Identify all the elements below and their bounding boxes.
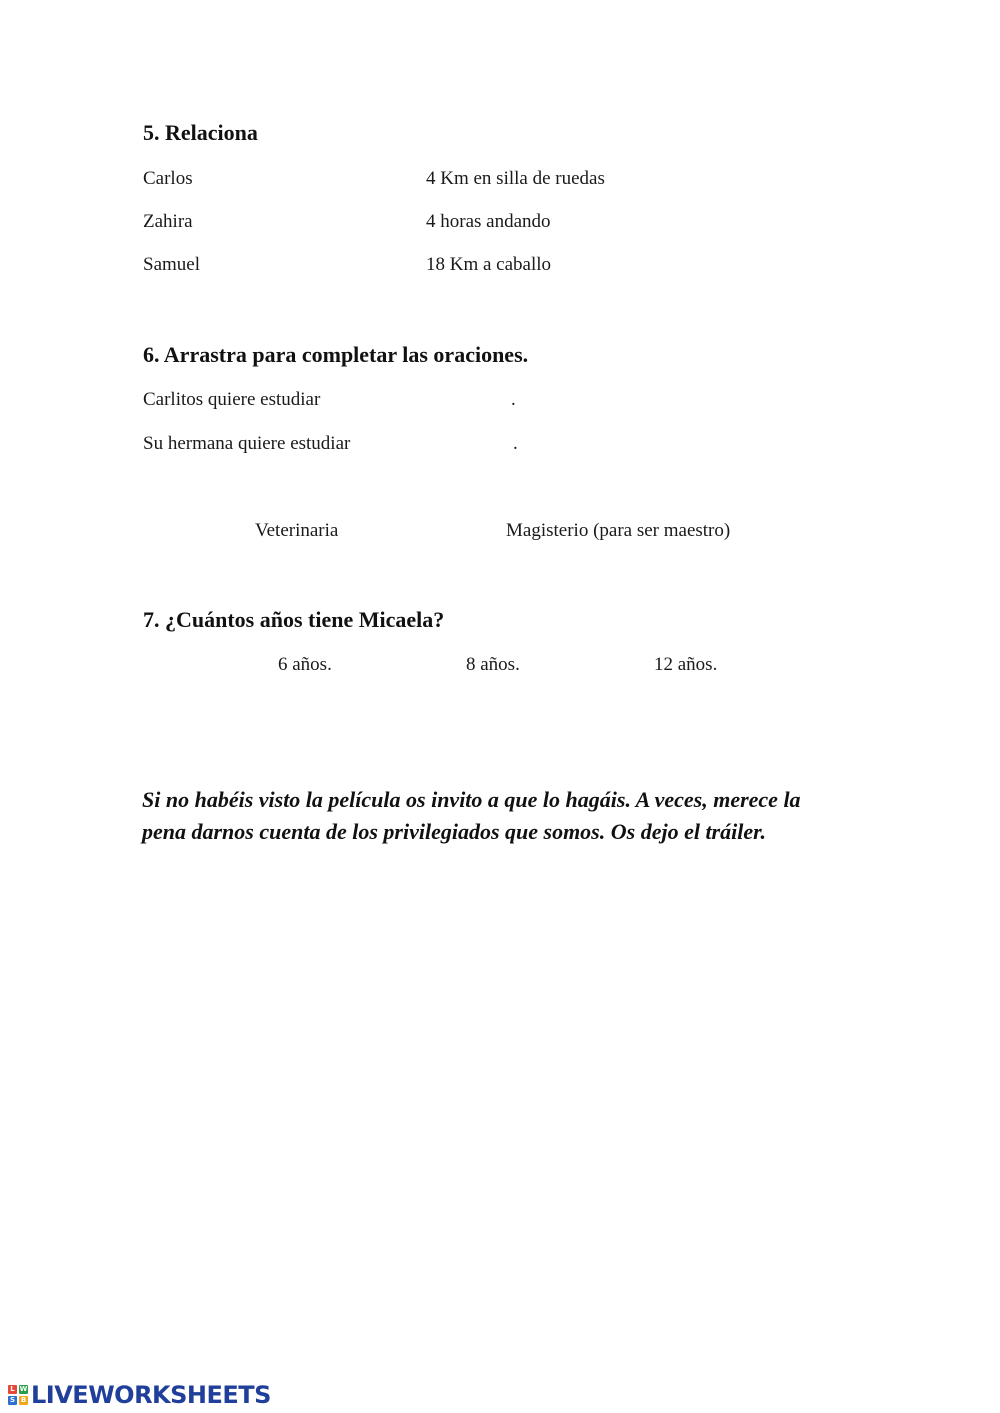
closing-line: Si no habéis visto la película os invito a que lo hagáis. A veces, merece la <box>142 787 801 812</box>
section-5-title: 5. Relaciona <box>143 120 258 145</box>
answer-option[interactable]: 8 años. <box>466 654 520 675</box>
closing-line: pena darnos cuenta de los privilegiados que somos. Os dejo el tráiler. <box>142 819 766 844</box>
match-left-item[interactable]: Samuel <box>143 254 200 275</box>
brand-name: LIVEWORKSHEETS <box>31 1381 271 1409</box>
closing-paragraph <box>142 784 882 848</box>
sentence-text: Su hermana quiere estudiar <box>143 433 351 454</box>
match-right-item[interactable]: 4 horas andando <box>426 211 551 232</box>
match-right-item[interactable]: 4 Km en silla de ruedas <box>426 168 605 189</box>
drop-zone[interactable] <box>370 430 508 458</box>
drag-option[interactable]: Magisterio (para ser maestro) <box>506 520 731 541</box>
match-left-item[interactable]: Zahira <box>143 211 193 232</box>
section-6-title: 6. Arrastra para completar las oraciones. <box>143 342 529 367</box>
match-right-item[interactable]: 18 Km a caballo <box>426 254 552 275</box>
sentence-period: . <box>511 389 516 410</box>
logo-cell: W <box>19 1385 28 1393</box>
answer-option[interactable]: 12 años. <box>654 654 718 675</box>
match-left-item[interactable]: Carlos <box>143 168 193 189</box>
section-7-title: 7. ¿Cuántos años tiene Micaela? <box>143 607 445 632</box>
logo-cell: S <box>9 1396 16 1404</box>
logo-cell: B <box>20 1396 27 1404</box>
sentence-period: . <box>513 433 518 454</box>
sentence-text: Carlitos quiere estudiar <box>143 389 321 410</box>
liveworksheets-logo <box>8 1381 271 1409</box>
drag-option[interactable]: Veterinaria <box>255 520 339 541</box>
brand-grid-icon <box>8 1385 28 1405</box>
drop-zone[interactable] <box>340 386 506 414</box>
answer-option[interactable]: 6 años. <box>278 654 332 675</box>
logo-cell: L <box>8 1385 17 1394</box>
